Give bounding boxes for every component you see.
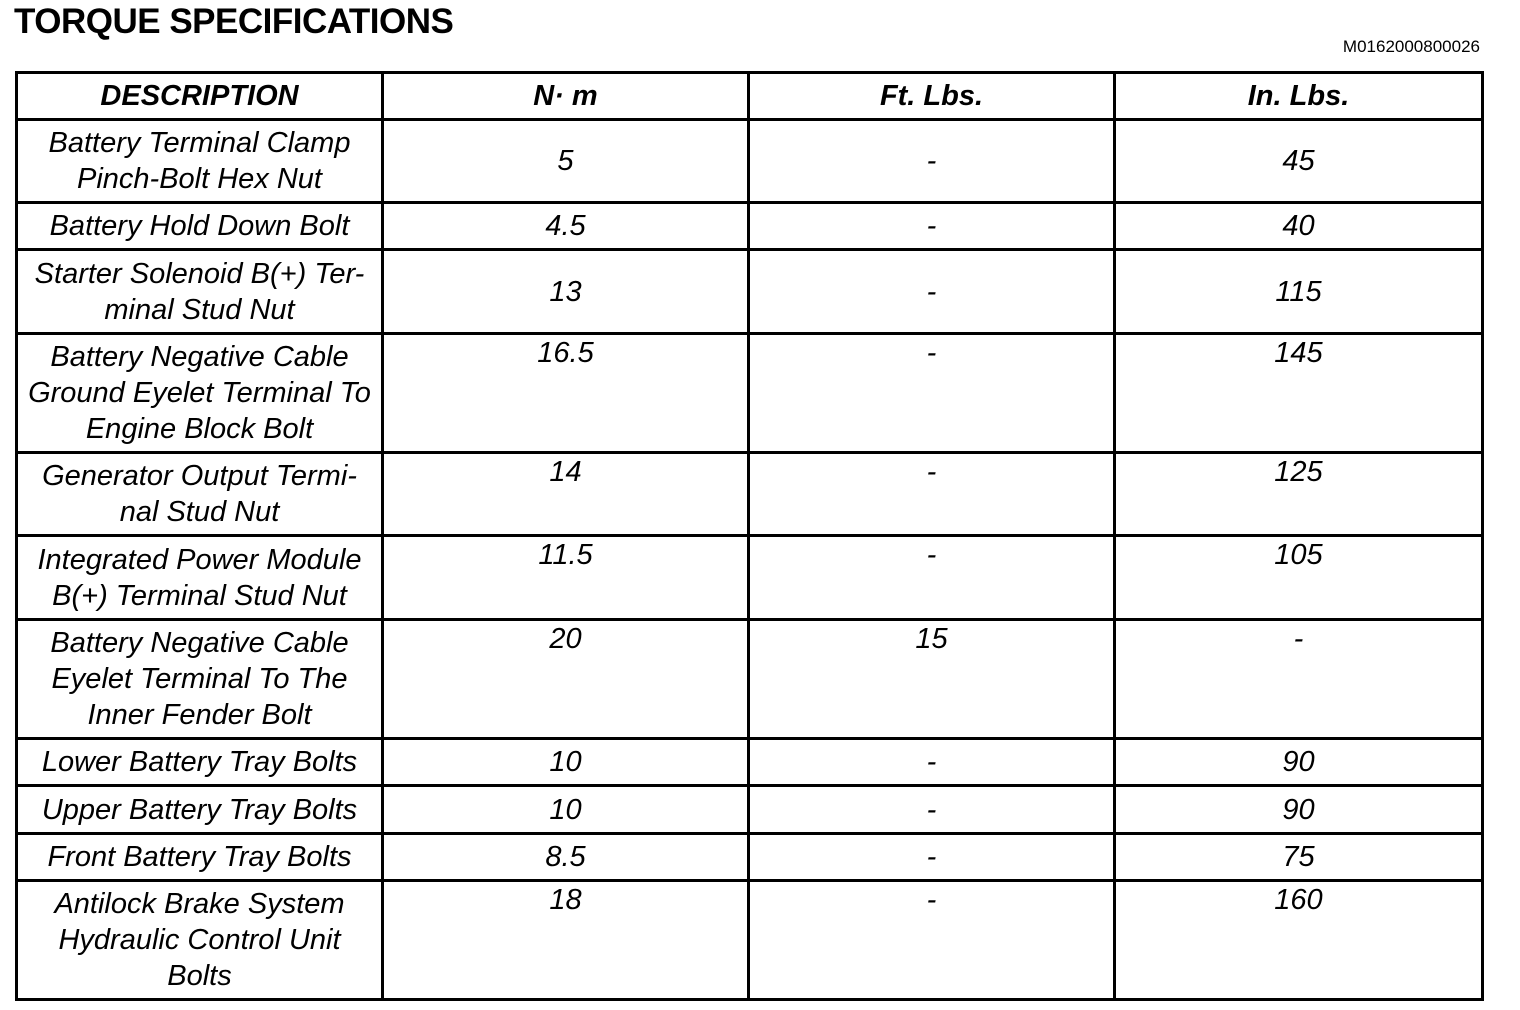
cell-ft-lbs: - <box>749 786 1115 834</box>
table-row <box>17 250 1483 334</box>
cell-in-lbs: 115 <box>1115 250 1483 334</box>
cell-in-lbs: 90 <box>1115 786 1483 834</box>
cell-description: Integrated Power Module B(+) Terminal Stud Nut <box>17 536 383 620</box>
column-header-nm: N· m <box>383 73 749 120</box>
column-header-ft-lbs: Ft. Lbs. <box>749 73 1115 120</box>
table-row <box>17 739 1483 786</box>
cell-nm: 5 <box>383 120 749 203</box>
table-header-row <box>17 73 1483 120</box>
cell-ft-lbs: - <box>749 453 1115 536</box>
cell-nm: 16.5 <box>383 334 749 453</box>
column-header-in-lbs: In. Lbs. <box>1115 73 1483 120</box>
table-row <box>17 786 1483 834</box>
cell-in-lbs: 75 <box>1115 834 1483 881</box>
cell-nm: 13 <box>383 250 749 334</box>
cell-in-lbs: 105 <box>1115 536 1483 620</box>
cell-description: Battery Terminal Clamp Pinch-Bolt Hex Nut <box>17 120 383 203</box>
cell-description: Upper Battery Tray Bolts <box>17 786 383 834</box>
cell-in-lbs: - <box>1115 620 1483 739</box>
table-row <box>17 203 1483 250</box>
cell-in-lbs: 125 <box>1115 453 1483 536</box>
cell-nm: 14 <box>383 453 749 536</box>
cell-description: Antilock Brake System Hydraulic Control Unit Bolts <box>17 881 383 1000</box>
cell-in-lbs: 45 <box>1115 120 1483 203</box>
table-row <box>17 834 1483 881</box>
cell-description: Front Battery Tray Bolts <box>17 834 383 881</box>
table-row <box>17 620 1483 739</box>
cell-ft-lbs: 15 <box>749 620 1115 739</box>
column-header-description: DESCRIPTION <box>17 73 383 120</box>
cell-in-lbs: 145 <box>1115 334 1483 453</box>
cell-ft-lbs: - <box>749 536 1115 620</box>
cell-ft-lbs: - <box>749 881 1115 1000</box>
table-row <box>17 120 1483 203</box>
torque-spec-table <box>15 71 1484 1001</box>
cell-description: Lower Battery Tray Bolts <box>17 739 383 786</box>
cell-nm: 20 <box>383 620 749 739</box>
cell-in-lbs: 40 <box>1115 203 1483 250</box>
cell-in-lbs: 90 <box>1115 739 1483 786</box>
cell-ft-lbs: - <box>749 250 1115 334</box>
cell-nm: 10 <box>383 786 749 834</box>
cell-description: Starter Solenoid B(+) Ter-minal Stud Nut <box>17 250 383 334</box>
cell-nm: 4.5 <box>383 203 749 250</box>
cell-description: Battery Negative Cable Eyelet Terminal To The Inner Fender Bolt <box>17 620 383 739</box>
document-id: M0162000800026 <box>1342 37 1480 56</box>
cell-nm: 10 <box>383 739 749 786</box>
cell-nm: 8.5 <box>383 834 749 881</box>
cell-in-lbs: 160 <box>1115 881 1483 1000</box>
cell-ft-lbs: - <box>749 334 1115 453</box>
cell-ft-lbs: - <box>749 203 1115 250</box>
cell-nm: 11.5 <box>383 536 749 620</box>
cell-nm: 18 <box>383 881 749 1000</box>
cell-ft-lbs: - <box>749 739 1115 786</box>
cell-ft-lbs: - <box>749 120 1115 203</box>
page-title: TORQUE SPECIFICATIONS <box>14 2 454 41</box>
cell-description: Battery Hold Down Bolt <box>17 203 383 250</box>
cell-ft-lbs: - <box>749 834 1115 881</box>
table-row <box>17 536 1483 620</box>
table-row <box>17 453 1483 536</box>
cell-description: Generator Output Termi-nal Stud Nut <box>17 453 383 536</box>
cell-description: Battery Negative Cable Ground Eyelet Terminal To Engine Block Bolt <box>17 334 383 453</box>
table-row <box>17 334 1483 453</box>
table-row <box>17 881 1483 1000</box>
